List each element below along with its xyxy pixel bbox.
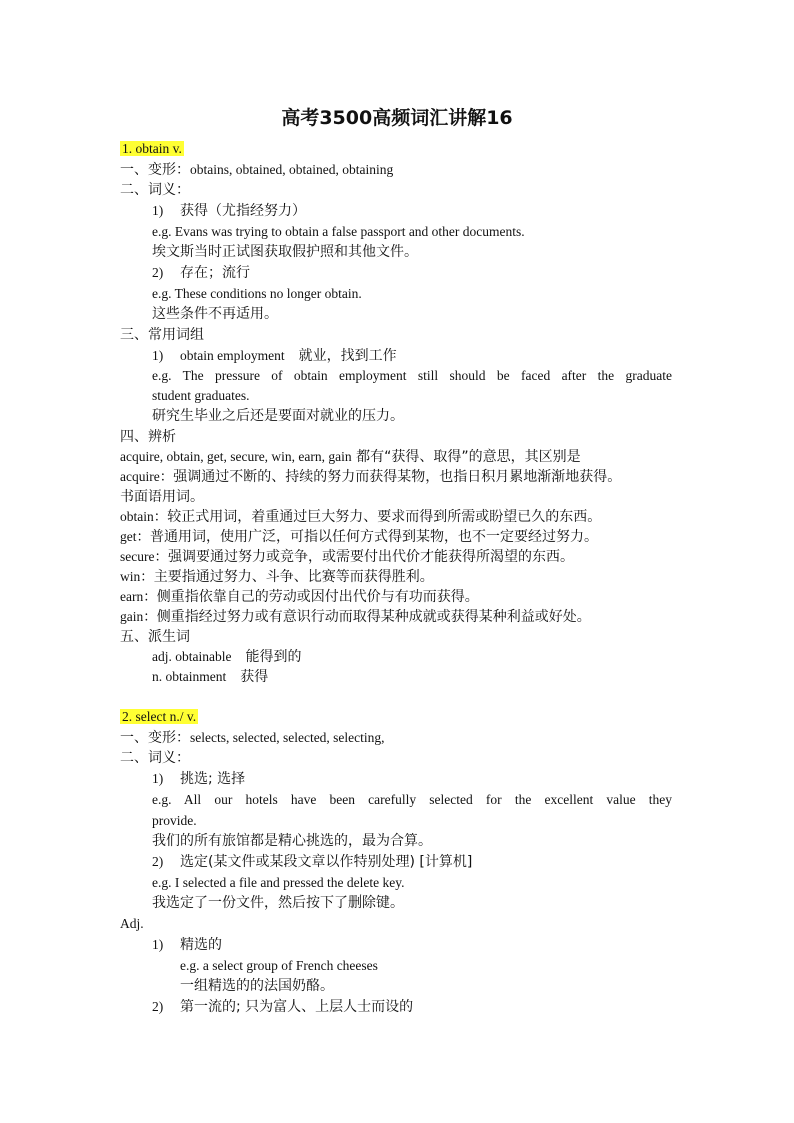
example-en-cont: provide. [152, 813, 197, 828]
example-zh: 一组精选的的法国奶酪。 [180, 978, 334, 994]
meaning-1: 1) 挑选; 选择 [152, 771, 246, 787]
example-en: e.g. The pressure of obtain employment still should be faced after the graduate [152, 368, 672, 383]
adj-meaning-1: 1) 精选的 [152, 937, 222, 953]
entry-heading-select [120, 707, 198, 727]
derivative-2: n. obtainment 获得 [152, 669, 269, 685]
example-zh: 这些条件不再适用。 [152, 306, 278, 322]
example-zh: 我选定了一份文件，然后按下了删除键。 [152, 895, 404, 911]
adj-meaning-2: 2) 第一流的; 只为富人、上层人士而设的 [152, 999, 414, 1015]
page-title: 高考3500高频词汇讲解16 [281, 107, 513, 129]
example-en: e.g. a select group of French cheeses [180, 958, 378, 973]
highlight: 2. select n./ v. [122, 709, 197, 724]
derivative-1: adj. obtainable 能得到的 [152, 649, 302, 665]
distinction-obtain: obtain：较正式用词，着重通过巨大努力、要求而得到所需或盼望已久的东西。 [120, 509, 602, 525]
example-zh: 研究生毕业之后还是要面对就业的压力。 [152, 408, 404, 424]
meaning-2: 2) 选定(某文件或某段文章以作特别处理) [计算机] [152, 854, 473, 870]
distinction-win: win：主要指通过努力、斗争、比赛等而获得胜利。 [120, 569, 434, 585]
section-distinction: 四、辨析 [120, 429, 176, 445]
entry-heading-obtain [120, 139, 184, 159]
phrase-1: 1) obtain employment 就业，找到工作 [152, 348, 397, 364]
distinction-acquire: acquire：强调通过不断的、持续的努力而获得某物，也指日积月累地渐渐地获得。 [120, 469, 622, 485]
meaning-1: 1) 获得（尤指经努力） [152, 203, 306, 219]
example-zh: 埃文斯当时正试图获取假护照和其他文件。 [152, 244, 418, 260]
example-en: e.g. All our hotels have been carefully selected for the excellent value they [152, 792, 672, 807]
distinction-get: get：普通用词，使用广泛，可指以任何方式得到某物，也不一定要经过努力。 [120, 529, 598, 545]
highlight: 1. obtain v. [122, 141, 182, 156]
distinction-intro: acquire, obtain, get, secure, win, earn, gain 都有“获得、取得”的意思，其区别是 [120, 449, 581, 465]
section-meaning: 二、词义： [120, 750, 190, 766]
example-en: e.g. These conditions no longer obtain. [152, 286, 362, 301]
example-zh: 我们的所有旅馆都是精心挑选的，最为合算。 [152, 833, 432, 849]
forms-line: 一、变形：obtains, obtained, obtained, obtaining [120, 162, 394, 178]
section-derivatives: 五、派生词 [120, 629, 190, 645]
meaning-2: 2) 存在；流行 [152, 265, 250, 281]
forms-line: 一、变形：selects, selected, selected, selecting, [120, 730, 385, 746]
distinction-secure: secure：强调要通过努力或竞争，或需要付出代价才能获得所渴望的东西。 [120, 549, 574, 565]
distinction-gain: gain：侧重指经过努力或有意识行动而取得某种成就或获得某种利益或好处。 [120, 609, 591, 625]
section-phrases: 三、常用词组 [120, 327, 204, 343]
section-meaning: 二、词义： [120, 182, 190, 198]
distinction-earn: earn：侧重指依靠自己的劳动或因付出代价与有功而获得。 [120, 589, 479, 605]
distinction-acquire-cont: 书面语用词。 [120, 489, 204, 505]
adj-label: Adj. [120, 916, 144, 931]
example-en-cont: student graduates. [152, 388, 250, 403]
example-en: e.g. Evans was trying to obtain a false passport and other documents. [152, 224, 525, 239]
example-en: e.g. I selected a file and pressed the delete key. [152, 875, 405, 890]
